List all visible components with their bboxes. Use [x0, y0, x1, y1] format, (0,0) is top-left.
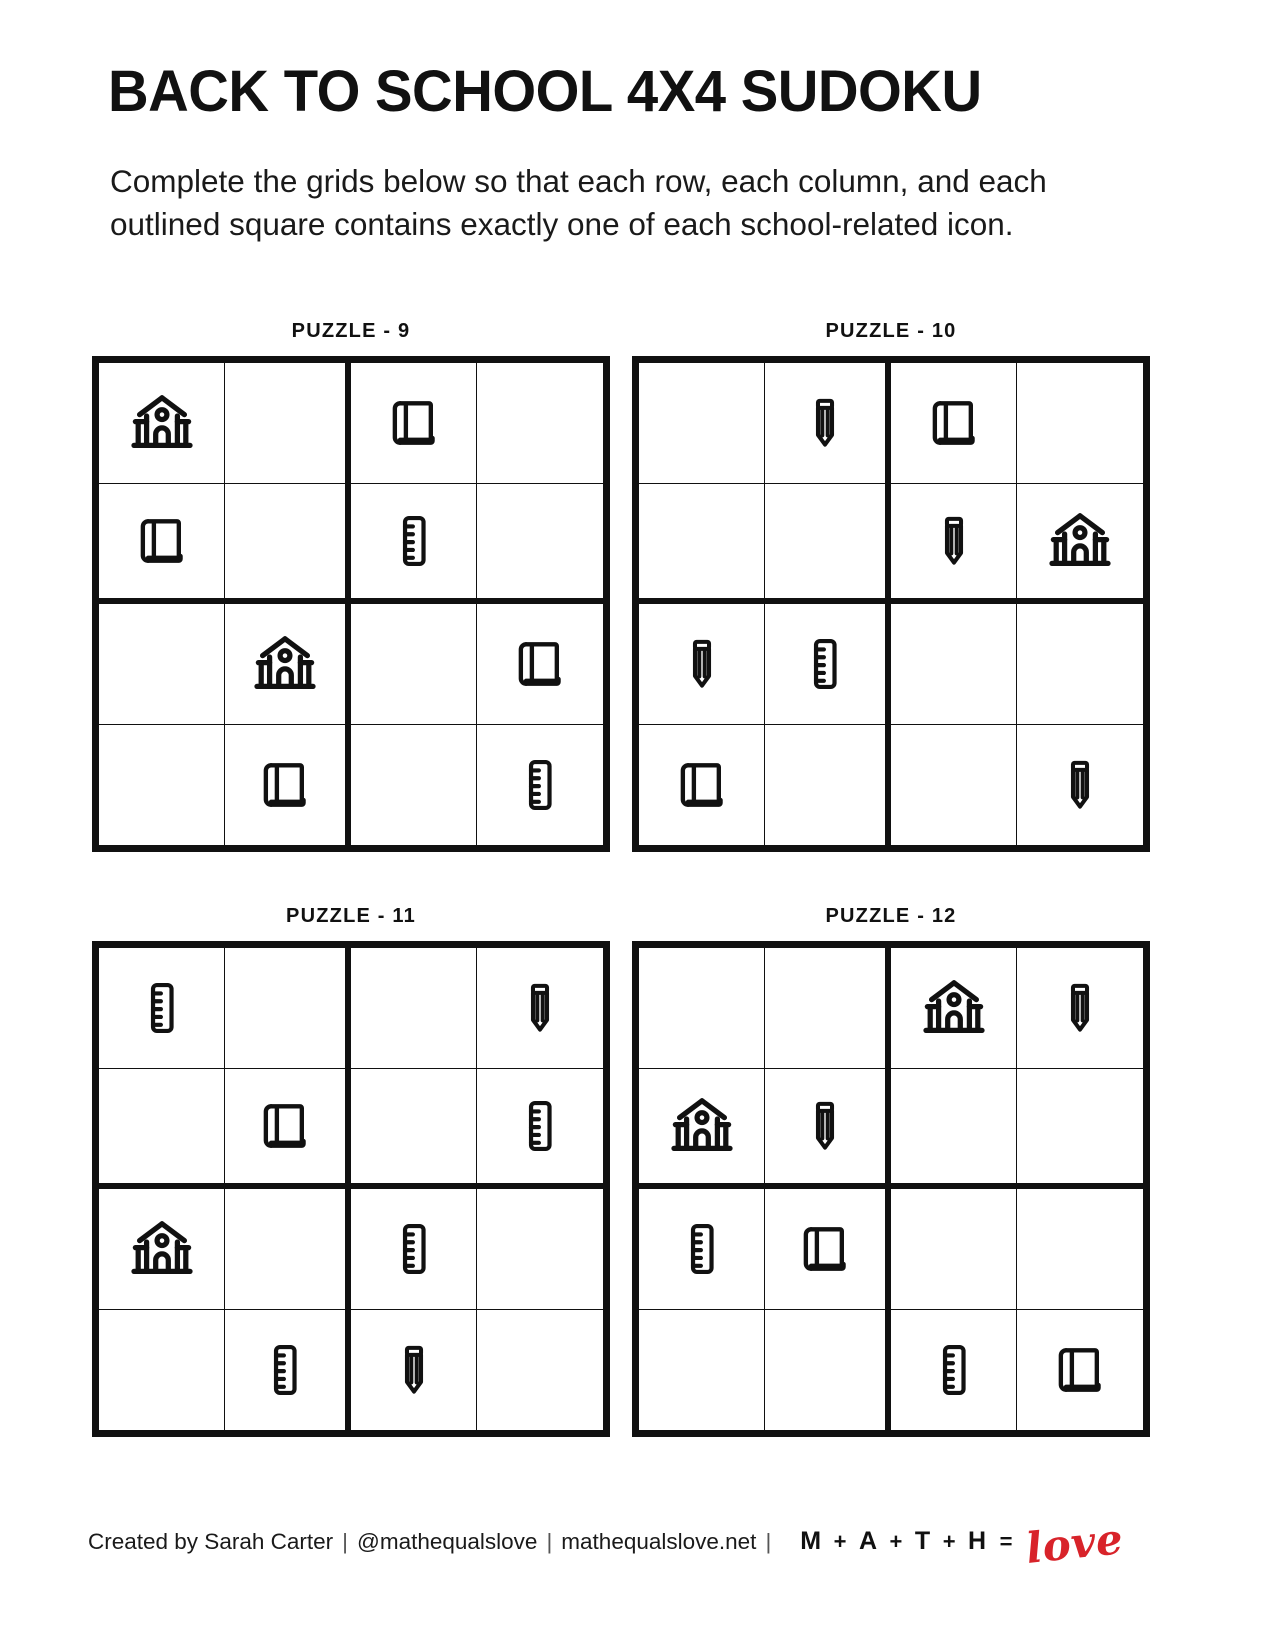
footer-created-by: Created by Sarah Carter	[88, 1528, 334, 1554]
puzzle-11-cell-r2c3[interactable]	[351, 1069, 477, 1190]
puzzle-11-grid[interactable]	[92, 941, 610, 1437]
puzzle-10-grid[interactable]	[632, 356, 1150, 852]
pencil-icon	[1053, 758, 1107, 812]
book-icon	[925, 394, 983, 452]
puzzle-9-cell-r4c2[interactable]	[225, 725, 351, 846]
footer-website[interactable]: mathequalslove.net	[561, 1528, 757, 1554]
ruler-icon	[512, 1098, 568, 1154]
book-icon	[796, 1220, 854, 1278]
puzzle-10-cell-r4c3[interactable]	[891, 725, 1017, 846]
puzzle-10-cell-r3c3[interactable]	[891, 604, 1017, 725]
puzzle-11-cell-r1c2[interactable]	[225, 948, 351, 1069]
puzzle-9-cell-r4c4[interactable]	[477, 725, 603, 846]
puzzle-11-cell-r2c1[interactable]	[99, 1069, 225, 1190]
puzzle-9-cell-r3c4[interactable]	[477, 604, 603, 725]
math-equals-love-logo	[794, 1513, 1129, 1573]
pencil-icon	[798, 1099, 852, 1153]
puzzle-11-label: PUZZLE - 11	[286, 905, 416, 927]
puzzle-11-cell-r3c3[interactable]	[351, 1189, 477, 1310]
school-building-icon	[919, 973, 989, 1043]
book-icon	[133, 512, 191, 570]
puzzle-9-cell-r1c3[interactable]	[351, 363, 477, 484]
pencil-icon	[675, 637, 729, 691]
puzzle-10-cell-r4c2[interactable]	[765, 725, 891, 846]
puzzle-12-cell-r3c1[interactable]	[639, 1189, 765, 1310]
puzzle-12-cell-r3c2[interactable]	[765, 1189, 891, 1310]
ruler-icon	[257, 1342, 313, 1398]
puzzle-9-cell-r2c1[interactable]	[99, 484, 225, 605]
school-building-icon	[127, 1214, 197, 1284]
puzzle-12-cell-r1c1[interactable]	[639, 948, 765, 1069]
logo-plus-1: +	[833, 1528, 847, 1554]
puzzle-9-grid[interactable]	[92, 356, 610, 852]
puzzle-10-cell-r1c1[interactable]	[639, 363, 765, 484]
puzzle-9-cell-r1c1[interactable]	[99, 363, 225, 484]
book-icon	[511, 635, 569, 693]
puzzle-12-cell-r2c3[interactable]	[891, 1069, 1017, 1190]
puzzle-12-cell-r3c4[interactable]	[1017, 1189, 1143, 1310]
puzzle-11-cell-r4c3[interactable]	[351, 1310, 477, 1431]
puzzle-9-cell-r1c4[interactable]	[477, 363, 603, 484]
puzzle-12-cell-r1c2[interactable]	[765, 948, 891, 1069]
puzzle-11	[92, 905, 610, 1437]
puzzle-9-cell-r2c2[interactable]	[225, 484, 351, 605]
pencil-icon	[927, 514, 981, 568]
puzzle-12-cell-r2c1[interactable]	[639, 1069, 765, 1190]
book-icon	[1051, 1341, 1109, 1399]
puzzle-10	[632, 320, 1150, 852]
logo-plus-2: +	[889, 1528, 903, 1554]
puzzle-12-cell-r4c4[interactable]	[1017, 1310, 1143, 1431]
puzzle-9-cell-r1c2[interactable]	[225, 363, 351, 484]
puzzle-10-cell-r1c3[interactable]	[891, 363, 1017, 484]
puzzle-9-cell-r4c3[interactable]	[351, 725, 477, 846]
puzzle-12-cell-r1c4[interactable]	[1017, 948, 1143, 1069]
puzzle-11-cell-r3c4[interactable]	[477, 1189, 603, 1310]
school-building-icon	[667, 1091, 737, 1161]
puzzle-12-label: PUZZLE - 12	[825, 905, 957, 927]
ruler-icon	[134, 980, 190, 1036]
puzzle-12-cell-r3c3[interactable]	[891, 1189, 1017, 1310]
puzzle-12-cell-r2c4[interactable]	[1017, 1069, 1143, 1190]
puzzle-10-cell-r3c1[interactable]	[639, 604, 765, 725]
logo-letter-a: A	[858, 1527, 878, 1555]
puzzle-12	[632, 905, 1150, 1437]
puzzle-9	[92, 320, 610, 852]
book-icon	[256, 756, 314, 814]
ruler-icon	[926, 1342, 982, 1398]
puzzle-11-cell-r4c1[interactable]	[99, 1310, 225, 1431]
puzzle-12-grid[interactable]	[632, 941, 1150, 1437]
puzzle-9-cell-r2c4[interactable]	[477, 484, 603, 605]
puzzle-10-cell-r2c3[interactable]	[891, 484, 1017, 605]
puzzle-10-label: PUZZLE - 10	[825, 320, 957, 342]
logo-equals: =	[999, 1528, 1013, 1554]
book-icon	[673, 756, 731, 814]
ruler-icon	[674, 1221, 730, 1277]
logo-plus-3: +	[942, 1528, 957, 1554]
puzzle-10-cell-r4c1[interactable]	[639, 725, 765, 846]
puzzle-11-cell-r1c1[interactable]	[99, 948, 225, 1069]
pencil-icon	[1053, 981, 1107, 1035]
puzzle-9-cell-r4c1[interactable]	[99, 725, 225, 846]
puzzle-12-cell-r2c2[interactable]	[765, 1069, 891, 1190]
puzzle-9-cell-r3c2[interactable]	[225, 604, 351, 725]
school-building-icon	[127, 388, 197, 458]
puzzle-12-cell-r4c3[interactable]	[891, 1310, 1017, 1431]
footer-separator-2: |	[546, 1528, 553, 1554]
logo-letter-m: M	[800, 1527, 822, 1555]
school-building-icon	[1045, 506, 1115, 576]
puzzle-11-cell-r1c4[interactable]	[477, 948, 603, 1069]
puzzle-9-cell-r3c3[interactable]	[351, 604, 477, 725]
school-building-icon	[250, 629, 320, 699]
footer-handle: @mathequalslove	[356, 1528, 538, 1554]
puzzle-9-label: PUZZLE - 9	[291, 320, 411, 342]
book-icon	[385, 394, 443, 452]
puzzle-11-cell-r2c4[interactable]	[477, 1069, 603, 1190]
puzzle-12-cell-r4c2[interactable]	[765, 1310, 891, 1431]
logo-letter-h: H	[968, 1527, 987, 1555]
ruler-icon	[386, 513, 442, 569]
puzzle-12-cell-r1c3[interactable]	[891, 948, 1017, 1069]
puzzle-11-cell-r3c2[interactable]	[225, 1189, 351, 1310]
puzzle-10-cell-r2c1[interactable]	[639, 484, 765, 605]
puzzle-10-cell-r4c4[interactable]	[1017, 725, 1143, 846]
puzzle-9-cell-r3c1[interactable]	[99, 604, 225, 725]
puzzle-12-cell-r4c1[interactable]	[639, 1310, 765, 1431]
puzzle-11-cell-r1c3[interactable]	[351, 948, 477, 1069]
ruler-icon	[797, 636, 853, 692]
puzzle-10-cell-r2c4[interactable]	[1017, 484, 1143, 605]
ruler-icon	[512, 757, 568, 813]
ruler-icon	[386, 1221, 442, 1277]
footer-separator-3: |	[765, 1528, 772, 1554]
puzzle-11-cell-r4c4[interactable]	[477, 1310, 603, 1431]
instructions-text: Complete the grids below so that each row, each column, and each outlined square contains exactly one of each school-related icon.	[110, 163, 1047, 243]
puzzle-10-cell-r3c2[interactable]	[765, 604, 891, 725]
puzzle-11-cell-r3c1[interactable]	[99, 1189, 225, 1310]
pencil-icon	[387, 1343, 441, 1397]
puzzle-10-cell-r3c4[interactable]	[1017, 604, 1143, 725]
logo-love-script: love	[1023, 1513, 1126, 1573]
page-title: BACK TO SCHOOL 4X4 SUDOKU	[108, 59, 982, 124]
book-icon	[256, 1097, 314, 1155]
logo-letter-t: T	[914, 1527, 931, 1555]
footer	[88, 1513, 1188, 1573]
puzzle-10-cell-r1c2[interactable]	[765, 363, 891, 484]
puzzle-11-cell-r4c2[interactable]	[225, 1310, 351, 1431]
puzzle-9-cell-r2c3[interactable]	[351, 484, 477, 605]
pencil-icon	[513, 981, 567, 1035]
puzzle-10-cell-r2c2[interactable]	[765, 484, 891, 605]
footer-separator-1: |	[342, 1528, 348, 1554]
puzzle-11-cell-r2c2[interactable]	[225, 1069, 351, 1190]
puzzle-10-cell-r1c4[interactable]	[1017, 363, 1143, 484]
pencil-icon	[798, 396, 852, 450]
